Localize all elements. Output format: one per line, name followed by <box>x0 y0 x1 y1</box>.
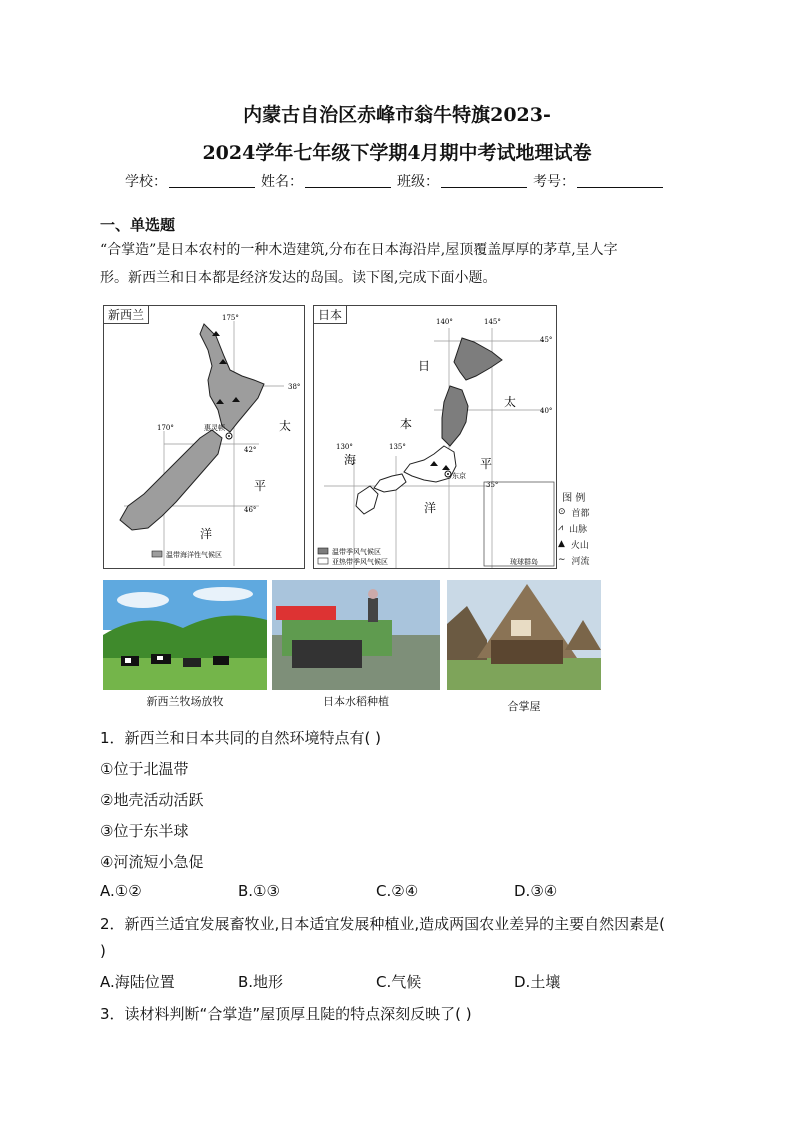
question-1-statement-3: ③位于东半球 <box>100 822 189 840</box>
question-1-statement-1: ①位于北温带 <box>100 760 189 778</box>
exam-title-line1: 内蒙古自治区赤峰市翁牛特旗2023- <box>243 104 551 126</box>
intro-line1: “合掌造”是日本农村的一种木造建筑,分布在日本海沿岸,屋顶覆盖厚厚的茅草,呈人字 <box>100 242 618 258</box>
capital-icon: ⊙ <box>558 507 566 517</box>
hokkaido <box>454 338 502 380</box>
nz-map <box>103 305 305 569</box>
name-label: 姓名： <box>261 174 303 190</box>
q1-option-c[interactable]: C.②④ <box>376 882 419 900</box>
river-icon: ∼ <box>558 555 566 565</box>
photo-nz-pasture <box>103 580 267 690</box>
jp-ocean-1: 太 <box>504 395 517 409</box>
south-island <box>120 430 222 530</box>
jp-lon-145: 145° <box>484 318 501 326</box>
q2-option-a[interactable]: A.海陆位置 <box>100 973 175 991</box>
nz-lon-170: 170° <box>157 424 174 432</box>
jp-lat-40: 40° <box>540 407 553 415</box>
photo-rice-caption: 日本水稻种植 <box>323 695 389 708</box>
jp-legend1-label: 温带季风气候区 <box>332 548 381 556</box>
photo-gassho-house <box>447 580 601 690</box>
q1-option-b[interactable]: B.①③ <box>238 882 280 900</box>
nz-lat-46: 46° <box>244 506 257 514</box>
student-info-row <box>125 171 667 191</box>
jp-lat-45: 45° <box>540 336 553 344</box>
nz-map-label: 新西兰 <box>103 305 149 324</box>
legend-river: 河流 <box>571 556 590 567</box>
jp-capital-label: 东京 <box>452 472 466 480</box>
question-1-options <box>100 882 652 900</box>
jp-lon-130: 130° <box>336 443 353 451</box>
jp-sea-3: 海 <box>344 453 357 467</box>
nz-lat-38: 38° <box>288 383 301 391</box>
jp-sea-1: 日 <box>418 359 431 373</box>
question-2-options <box>100 971 652 992</box>
jp-legend2-label: 亚热带季风气候区 <box>332 558 388 566</box>
q1-option-a[interactable]: A.①② <box>100 882 142 900</box>
number-blank[interactable] <box>577 171 663 188</box>
nz-lon-175: 175° <box>222 314 239 322</box>
question-1-statement-4: ④河流短小急促 <box>100 853 204 871</box>
school-label: 学校： <box>125 174 167 190</box>
mountain-icon: ⩘ <box>558 523 564 533</box>
nz-lat-42: 42° <box>244 446 257 454</box>
number-label: 考号： <box>533 174 575 190</box>
nz-ocean-2: 平 <box>254 479 267 493</box>
question-3-stem: 3．读材料判断“合掌造”屋顶厚且陡的特点深刻反映了( ) <box>100 1005 472 1023</box>
japan-map-svg <box>314 306 556 568</box>
jp-lon-140: 140° <box>436 318 453 326</box>
question-1-statement-2: ②地壳活动活跃 <box>100 791 204 809</box>
question-2-stem-cont: ) <box>100 942 106 960</box>
jp-lat-35: 35° <box>486 481 499 489</box>
legend-volcano: 火山 <box>570 540 589 551</box>
class-label: 班级： <box>397 174 439 190</box>
map-legend <box>558 488 590 568</box>
nz-ocean-3: 洋 <box>200 527 213 541</box>
jp-ocean-2: 平 <box>480 457 493 471</box>
nz-ocean-1: 太 <box>279 419 292 433</box>
q2-option-b[interactable]: B.地形 <box>238 973 284 991</box>
school-blank[interactable] <box>169 171 255 188</box>
nz-capital-label: 惠灵顿 <box>204 424 225 432</box>
legend-mountain: 山脉 <box>569 524 588 535</box>
north-island <box>200 324 264 432</box>
ryukyu-label: 琉球群岛 <box>510 558 538 566</box>
jp-ocean-3: 洋 <box>424 501 437 515</box>
section-title: 一、单选题 <box>100 216 176 234</box>
volcano-icon: ▲ <box>558 539 565 549</box>
question-2-stem: 2．新西兰适宜发展畜牧业,日本适宜发展种植业,造成两国农业差异的主要自然因素是( <box>100 915 665 933</box>
kyushu <box>356 486 378 514</box>
shikoku <box>374 474 406 492</box>
nz-map-svg <box>104 306 304 568</box>
legend-title: 图 例 <box>562 492 586 504</box>
legend-capital: 首都 <box>571 508 590 519</box>
exam-title-line2: 2024学年七年级下学期4月期中考试地理试卷 <box>202 142 592 164</box>
intro-line2: 形。新西兰和日本都是经济发达的岛国。读下图,完成下面小题。 <box>100 270 497 286</box>
q2-option-c[interactable]: C.气候 <box>376 973 422 991</box>
jp-sea-2: 本 <box>400 417 413 431</box>
q1-option-d[interactable]: D.③④ <box>514 882 558 900</box>
class-blank[interactable] <box>441 171 527 188</box>
photo-rice-planting <box>272 580 440 690</box>
q2-option-d[interactable]: D.土壤 <box>514 973 561 991</box>
photo-nz-caption: 新西兰牧场放牧 <box>146 695 224 708</box>
tohoku <box>442 386 468 446</box>
nz-legend-label: 温带海洋性气候区 <box>166 551 222 559</box>
photo-gassho-caption: 合掌屋 <box>507 700 541 713</box>
name-blank[interactable] <box>305 171 391 188</box>
japan-map <box>313 305 557 569</box>
jp-lon-135: 135° <box>389 443 406 451</box>
japan-map-label: 日本 <box>313 305 347 324</box>
ryukyu-inset <box>484 482 554 566</box>
intro-text <box>100 236 700 292</box>
question-1-stem: 1．新西兰和日本共同的自然环境特点有( ) <box>100 729 382 747</box>
